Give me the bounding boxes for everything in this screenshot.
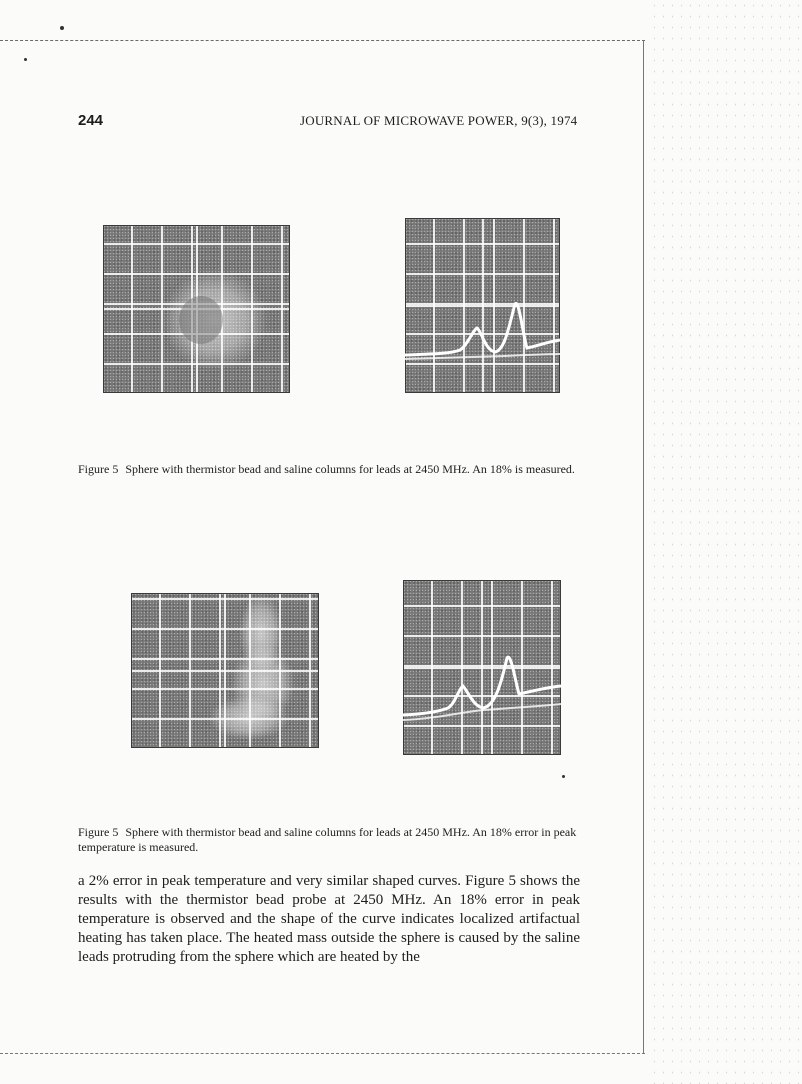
scan-speck <box>24 58 27 61</box>
body-paragraph: a 2% error in peak temperature and very similar shaped curves. Figure 5 shows the results with the thermistor bead probe at 2450 MHz. An 18% error in peak temperature is observed and the shape of the curve indicates localized artifactual heating has taken place. The heated mass outside the sphere is caused by the saline leads protruding from the sphere which are heated by the <box>78 873 580 965</box>
temperature-curve <box>405 218 560 393</box>
thermogram-image <box>131 593 319 748</box>
thermogram-hotspot <box>131 593 319 748</box>
figure-caption-text: Sphere with thermistor bead and saline columns for leads at 2450 MHz. An 18% error in peak temperature is measured. <box>78 825 577 854</box>
scan-noise <box>650 0 802 1084</box>
thermogram-hotspot <box>103 225 290 393</box>
page-edge-top <box>0 40 645 42</box>
thermogram-image <box>103 225 290 393</box>
oscilloscope-trace-image <box>403 580 561 755</box>
figure-caption-text: Sphere with thermistor bead and saline columns for leads at 2450 MHz. An 18% is measured. <box>125 462 575 476</box>
temperature-curve <box>403 580 561 755</box>
oscilloscope-trace-image <box>405 218 560 393</box>
page-number: 244 <box>78 112 104 129</box>
page-edge-right <box>643 40 644 1054</box>
scan-speck <box>562 775 565 778</box>
scan-speck <box>60 26 64 30</box>
page-edge-bottom <box>0 1053 645 1055</box>
figure-caption <box>78 462 583 477</box>
figure-caption <box>78 825 583 855</box>
figure-label: Figure 5 <box>78 462 119 476</box>
figure-label: Figure 5 <box>78 825 119 839</box>
running-head: JOURNAL OF MICROWAVE POWER, 9(3), 1974 <box>300 113 578 128</box>
